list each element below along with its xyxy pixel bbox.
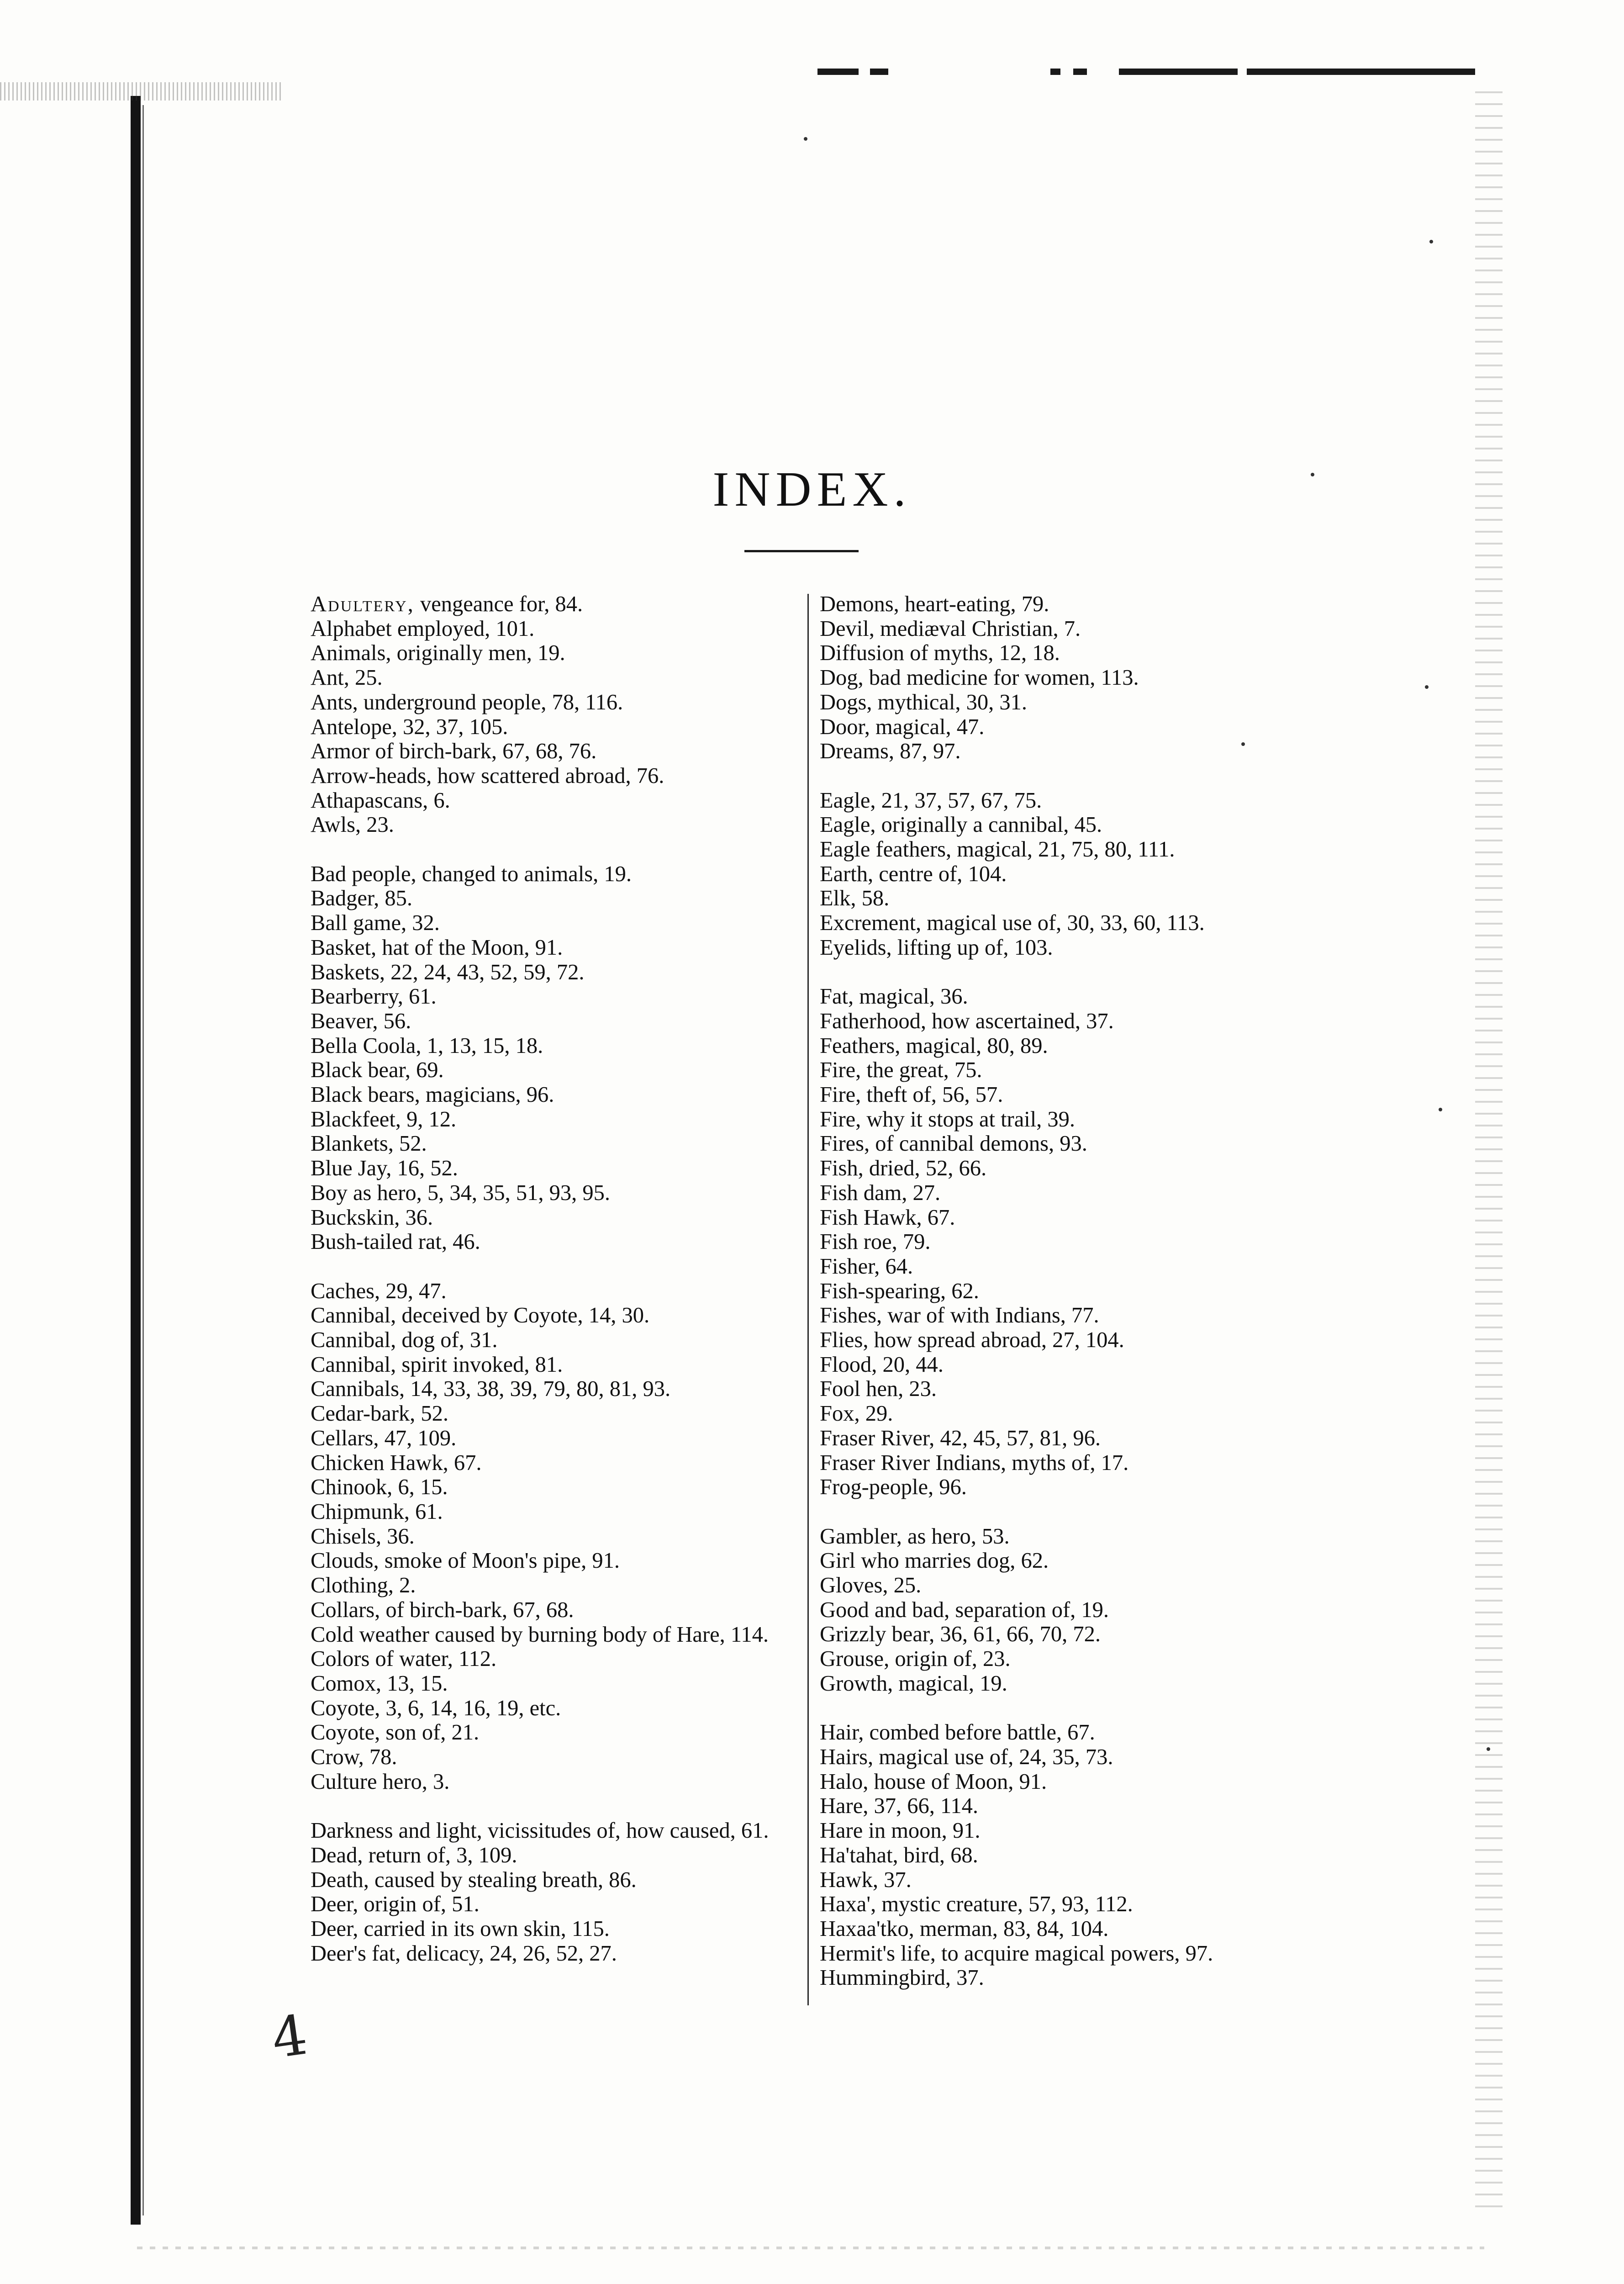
scan-noise-right xyxy=(1475,91,1503,2215)
index-entry: Cannibal, spirit invoked, 81. xyxy=(311,1352,563,1377)
index-entry: Buckskin, 36. xyxy=(311,1205,433,1230)
index-entry: Deer, origin of, 51. xyxy=(311,1892,480,1917)
index-entry: Fire, why it stops at trail, 39. xyxy=(820,1107,1076,1131)
section-gap xyxy=(311,1254,799,1279)
index-entry: Fish roe, 79. xyxy=(820,1230,931,1254)
page-title: INDEX. xyxy=(712,462,912,517)
index-entry: Fisher, 64. xyxy=(820,1254,913,1279)
index-entry: Grizzly bear, 36, 61, 66, 70, 72. xyxy=(820,1622,1101,1647)
index-entry: Dogs, mythical, 30, 31. xyxy=(820,690,1027,714)
index-entry: Antelope, 32, 37, 105. xyxy=(311,714,508,739)
index-entry: Ant, 25. xyxy=(311,666,383,690)
index-entry xyxy=(311,592,799,617)
index-entry: Gambler, as hero, 53. xyxy=(820,1524,1010,1549)
index-entry: Collars, of birch-bark, 67, 68. xyxy=(311,1597,574,1622)
index-entry: Armor of birch-bark, 67, 68, 76. xyxy=(311,739,597,764)
ink-speck xyxy=(804,137,807,141)
index-entry: Bella Coola, 1, 13, 15, 18. xyxy=(311,1033,543,1058)
index-column-right xyxy=(820,592,1308,1990)
index-entry: Hair, combed before battle, 67. xyxy=(820,1720,1095,1745)
index-entry: Chisels, 36. xyxy=(311,1524,415,1549)
index-entry: Blackfeet, 9, 12. xyxy=(311,1107,457,1131)
scan-noise-bottom xyxy=(137,2247,1484,2249)
index-entry: Frog-people, 96. xyxy=(820,1475,967,1500)
index-entry: Fraser River, 42, 45, 57, 81, 96. xyxy=(820,1426,1101,1450)
index-entry: Flies, how spread abroad, 27, 104. xyxy=(820,1328,1124,1353)
index-entry: Cellars, 47, 109. xyxy=(311,1426,457,1450)
index-entry: Chipmunk, 61. xyxy=(311,1499,443,1524)
ink-speck xyxy=(1439,1108,1442,1111)
ink-speck xyxy=(1429,240,1433,243)
index-entry: Diffusion of myths, 12, 18. xyxy=(820,641,1060,666)
index-entry: Darkness and light, vicissitudes of, how caused, 61. xyxy=(311,1819,769,1843)
index-entry: Hare, 37, 66, 114. xyxy=(820,1794,979,1819)
index-entry: Black bear, 69. xyxy=(311,1058,444,1083)
index-entry: Devil, mediæval Christian, 7. xyxy=(820,616,1081,641)
index-entry: Blankets, 52. xyxy=(311,1131,427,1156)
index-entry: Fool hen, 23. xyxy=(820,1377,937,1401)
section-gap xyxy=(820,1696,1308,1721)
scan-mark-top xyxy=(1050,69,1060,75)
index-entry: Cannibals, 14, 33, 38, 39, 79, 80, 81, 93. xyxy=(311,1377,671,1401)
index-entry: Flood, 20, 44. xyxy=(820,1352,944,1377)
index-entry: Alphabet employed, 101. xyxy=(311,616,535,641)
index-entry: Caches, 29, 47. xyxy=(311,1279,447,1303)
index-entry: Girl who marries dog, 62. xyxy=(820,1549,1049,1573)
index-entry: Coyote, son of, 21. xyxy=(311,1720,480,1745)
index-entry: Ha'tahat, bird, 68. xyxy=(820,1843,978,1867)
index-entry: Comox, 13, 15. xyxy=(311,1671,448,1696)
index-entry: Badger, 85. xyxy=(311,886,412,911)
index-entry: Clothing, 2. xyxy=(311,1573,416,1598)
index-entry: Hawk, 37. xyxy=(820,1867,912,1892)
index-entry: Fishes, war of with Indians, 77. xyxy=(820,1303,1099,1328)
section-gap xyxy=(820,764,1308,788)
index-entry: Clouds, smoke of Moon's pipe, 91. xyxy=(311,1549,620,1573)
index-entry: Hare in moon, 91. xyxy=(820,1819,981,1843)
index-entry: Ants, underground people, 78, 116. xyxy=(311,690,623,714)
index-entry: Fox, 29. xyxy=(820,1401,893,1426)
binding-shadow-line xyxy=(142,105,144,2215)
scan-mark-top xyxy=(1073,69,1087,75)
index-entry: Colors of water, 112. xyxy=(311,1647,497,1671)
index-entry: Good and bad, separation of, 19. xyxy=(820,1597,1109,1622)
index-entry: Eagle, originally a cannibal, 45. xyxy=(820,813,1102,837)
index-entry: Haxaa'tko, merman, 83, 84, 104. xyxy=(820,1916,1109,1941)
index-column-left xyxy=(311,592,799,1966)
scan-noise-top-left xyxy=(0,82,283,100)
index-entry: Eagle feathers, magical, 21, 75, 80, 111. xyxy=(820,837,1175,862)
index-entry: Deer, carried in its own skin, 115. xyxy=(311,1916,610,1941)
index-entry: Beaver, 56. xyxy=(311,1009,411,1033)
index-entry: Door, magical, 47. xyxy=(820,714,985,739)
index-entry: Cold weather caused by burning body of Hare, 114. xyxy=(311,1622,769,1647)
index-entry: Athapascans, 6. xyxy=(311,788,450,813)
section-gap xyxy=(820,960,1308,985)
index-entry: Cannibal, deceived by Coyote, 14, 30. xyxy=(311,1303,650,1328)
index-entry: Halo, house of Moon, 91. xyxy=(820,1769,1047,1794)
handwritten-mark: 4 xyxy=(268,2003,311,2071)
index-entry-rest: vengeance for, 84. xyxy=(414,592,583,616)
index-entry: Chinook, 6, 15. xyxy=(311,1475,448,1500)
index-entry: Feathers, magical, 80, 89. xyxy=(820,1033,1048,1058)
ink-speck xyxy=(1487,1747,1490,1751)
index-entry: Cedar-bark, 52. xyxy=(311,1401,449,1426)
column-divider xyxy=(807,594,809,2005)
index-entry: Boy as hero, 5, 34, 35, 51, 93, 95. xyxy=(311,1180,611,1205)
index-entry: Fatherhood, how ascertained, 37. xyxy=(820,1009,1114,1033)
scan-mark-top xyxy=(870,69,888,75)
section-gap xyxy=(311,837,799,862)
index-entry: Bad people, changed to animals, 19. xyxy=(311,862,632,886)
index-entry: Eyelids, lifting up of, 103. xyxy=(820,935,1053,960)
index-entry: Dead, return of, 3, 109. xyxy=(311,1843,517,1867)
index-entry: Gloves, 25. xyxy=(820,1573,922,1598)
index-entry: Bush-tailed rat, 46. xyxy=(311,1230,480,1254)
index-entry: Fish, dried, 52, 66. xyxy=(820,1156,987,1181)
index-entry-head: Adultery, xyxy=(311,592,415,616)
index-entry: Demons, heart-eating, 79. xyxy=(820,592,1049,616)
index-entry: Excrement, magical use of, 30, 33, 60, 113. xyxy=(820,911,1205,936)
binding-shadow xyxy=(131,96,141,2225)
index-entry: Fish Hawk, 67. xyxy=(820,1205,955,1230)
index-entry: Earth, centre of, 104. xyxy=(820,862,1007,886)
index-entry: Black bears, magicians, 96. xyxy=(311,1083,554,1107)
scan-mark-top xyxy=(1247,69,1475,75)
section-gap xyxy=(820,1500,1308,1524)
index-entry: Crow, 78. xyxy=(311,1745,397,1770)
index-entry: Blue Jay, 16, 52. xyxy=(311,1156,458,1181)
index-entry: Basket, hat of the Moon, 91. xyxy=(311,935,563,960)
index-entry: Dog, bad medicine for women, 113. xyxy=(820,666,1139,690)
index-entry: Hermit's life, to acquire magical powers, 97. xyxy=(820,1941,1213,1966)
index-entry: Elk, 58. xyxy=(820,886,890,911)
index-entry: Fire, theft of, 56, 57. xyxy=(820,1083,1003,1107)
index-entry: Fire, the great, 75. xyxy=(820,1058,982,1083)
section-gap xyxy=(311,1794,799,1819)
index-entry: Death, caused by stealing breath, 86. xyxy=(311,1867,637,1892)
index-entry: Fraser River Indians, myths of, 17. xyxy=(820,1450,1129,1475)
index-entry: Grouse, origin of, 23. xyxy=(820,1647,1011,1671)
index-entry: Baskets, 22, 24, 43, 52, 59, 72. xyxy=(311,960,585,984)
scan-mark-top xyxy=(817,69,859,75)
index-entry: Fat, magical, 36. xyxy=(820,984,968,1009)
index-entry: Hairs, magical use of, 24, 35, 73. xyxy=(820,1745,1113,1769)
index-entry: Dreams, 87, 97. xyxy=(820,739,961,764)
index-entry: Haxa', mystic creature, 57, 93, 112. xyxy=(820,1892,1133,1917)
index-entry: Growth, magical, 19. xyxy=(820,1671,1007,1696)
scan-mark-top xyxy=(1119,69,1238,75)
index-entry: Eagle, 21, 37, 57, 67, 75. xyxy=(820,788,1042,813)
index-entry: Fish dam, 27. xyxy=(820,1180,941,1205)
index-entry: Ball game, 32. xyxy=(311,911,440,936)
index-entry: Deer's fat, delicacy, 24, 26, 52, 27. xyxy=(311,1941,617,1966)
index-entry: Chicken Hawk, 67. xyxy=(311,1450,482,1475)
index-entry: Coyote, 3, 6, 14, 16, 19, etc. xyxy=(311,1696,561,1720)
index-entry: Awls, 23. xyxy=(311,813,394,837)
title-rule xyxy=(744,550,859,552)
index-entry: Bearberry, 61. xyxy=(311,984,437,1009)
ink-speck xyxy=(1425,685,1429,689)
index-entry: Cannibal, dog of, 31. xyxy=(311,1328,498,1353)
index-entry: Fires, of cannibal demons, 93. xyxy=(820,1131,1087,1156)
index-entry: Culture hero, 3. xyxy=(311,1769,450,1794)
index-entry: Hummingbird, 37. xyxy=(820,1966,984,1990)
index-entry: Fish-spearing, 62. xyxy=(820,1279,979,1303)
index-entry: Arrow-heads, how scattered abroad, 76. xyxy=(311,763,664,788)
index-entry: Animals, originally men, 19. xyxy=(311,641,565,666)
